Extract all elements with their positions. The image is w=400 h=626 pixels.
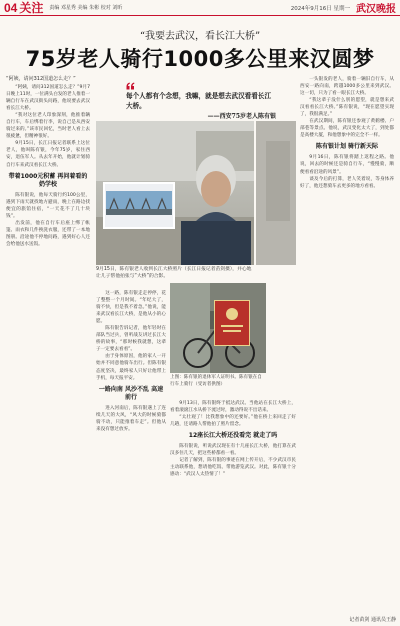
paragraph: 陈有银说，他每天骑行约100公里，遇到下雨天就找地方避雨，晚上在路边找便宜的旅馆住宿，“一天花不了几十块钱”。 bbox=[6, 192, 90, 219]
article-column-1 bbox=[6, 84, 90, 610]
issue-date: 2024年9月16日 星期一 bbox=[290, 5, 350, 12]
bottom-photo-caption: 上图：陈有银的退休军人证明书。陈有银在自行车上骑行（受访者供图） bbox=[170, 375, 262, 387]
paragraph: “我对这位老人印象深刻，他推着辆自行车，车后绑着行李，说自己是从西安骑过来的。”该市民回忆，当时老人看上去很疲惫，但精神很好。 bbox=[6, 113, 90, 140]
main-photo bbox=[96, 121, 254, 265]
editor-credits: 责编 邓星秀 美编 朱彬 校对 刘昕 bbox=[49, 5, 123, 11]
paragraph: 由于身体原因，他的家人一开始并不同意他骑车出行。但陈有银态度坚决，最终家人只好让他带上手机，每天报平安。 bbox=[96, 354, 166, 381]
pull-quote-text: 每个人都有个念想，我嘛，就是想去武汉看看长江大桥。 bbox=[126, 92, 272, 110]
secondary-photo bbox=[256, 121, 296, 265]
quote-mark-icon bbox=[126, 82, 135, 90]
newspaper-logo: 武汉晚报 bbox=[356, 4, 396, 15]
subhead: 陈有银计划 骑行新天际 bbox=[315, 143, 379, 151]
page-number: 04 bbox=[4, 0, 18, 15]
paragraph: “阿姨，请问312国道怎么走？”9月7日晚上11时，一位满头白发的老人推着一辆自行车在武汉街头问路，他说要去武汉看长江大桥。 bbox=[6, 85, 90, 112]
paragraph: 9月13日，陈有银终于抵达武汉。当他站在长江大桥上，看着滚滚江水从桥下流过时，激动得说不出话来。 bbox=[170, 401, 296, 414]
paragraph: “太壮观了！比我想象中的还要好。”他在桥上来回走了好几趟，还请路人帮他拍了照片留念。 bbox=[170, 415, 296, 428]
subhead: 带着1000元积蓄 再问着看的奶学校 bbox=[8, 172, 88, 188]
article-subtitle: “我要去武汉，看长江大桥” bbox=[139, 31, 261, 42]
article-headline: 75岁老人骑行1000多公里来汉圆梦 bbox=[25, 47, 375, 71]
page-header bbox=[0, 0, 400, 16]
pull-quote-attribution: ——西安75岁老人陈有银 bbox=[207, 113, 276, 120]
article-lead: “阿姨，请问312国道怎么走？” bbox=[6, 76, 76, 82]
article-column-2 bbox=[96, 290, 166, 610]
article-column-3 bbox=[170, 400, 296, 610]
paragraph: 陈有银说，听说武汉现在有十几座长江大桥，他打算在武汉多住几天，把这些桥都看一看。 bbox=[170, 444, 296, 457]
paragraph: 陈有银告诉记者，他年轻时在部队当过兵，曾听战友讲过长江大桥的故事，“那时候我就想，这辈子一定要去看看”。 bbox=[96, 326, 166, 353]
paragraph: “我这辈子没什么别的愿望，就是想来武汉看看长江大桥。”陈有银说，“现在愿望实现了，我很满足。” bbox=[300, 98, 394, 118]
section-name: 关注 bbox=[19, 1, 44, 15]
pull-quote bbox=[126, 82, 276, 122]
reporter-credit: 记者苗剑 通讯员王静 bbox=[349, 617, 396, 623]
paragraph: 一头银发的老人，骑着一辆旧自行车，从西安一路向南，跨越1000多公里来到武汉。这一切，只为了看一眼长江大桥。 bbox=[300, 77, 394, 97]
subhead: 一路向南 风沙不乱 高速前行 bbox=[98, 385, 164, 401]
paragraph: 9月15日，长江日报记者联系上这位老人，他叫陈有银，今年75岁，家住西安，退伍军人。从去年开始，他就计划骑自行车来武汉看长江大桥。 bbox=[6, 141, 90, 168]
paragraph: 这一路，陈有银走走停停，花了整整一个月时间。“年纪大了，骑不快，但是我不着急。”他说，能来武汉看长江大桥，是他从小的心愿。 bbox=[96, 291, 166, 325]
paragraph: 9月16日，陈有银将踏上返程之路。他说，回去的时候还是骑自行车，“慢慢骑，顺便看看沿途的风景”。 bbox=[300, 155, 394, 175]
article-column-4 bbox=[300, 76, 394, 612]
main-photo-caption: 9月15日，陈有银老人收到长江大桥照片（长江日报记者苗剑摄），并心地让儿子帮他拍张与“大桥”的合影。 bbox=[96, 267, 252, 279]
paragraph: 进入河南后，陈有银遇上了连续几天的大风，“风大的时候骑都骑不动，只能推着车走”。但他从来没有想过放弃。 bbox=[96, 405, 166, 432]
paragraph: 在武汉期间，陈有银还参观了黄鹤楼、户部巷等景点。他说，武汉变化太大了，到处都是高楼大厦，和他想象中的完全不一样。 bbox=[300, 119, 394, 139]
paragraph: 记者了解到，陈有银的事迹在网上传开后，不少武汉市民主动联系他，想请他吃饭、带他游览武汉。对此，陈有银十分感动：“武汉人太热情了！” bbox=[170, 458, 296, 478]
certificate-photo bbox=[214, 300, 250, 346]
paragraph: 谈及今后的打算，老人笑着说，等身体养好了，他还想骑车去更多的地方看看。 bbox=[300, 176, 394, 189]
paragraph: 出发前，他在自行车后座上绑了帐篷、雨衣和几件换洗衣服，还带了一本地图册。沿途他不停地问路，遇到好心人还会给他送水送饭。 bbox=[6, 220, 90, 247]
subhead: 12座长江大桥还没看完 就走了吗 bbox=[188, 432, 278, 440]
